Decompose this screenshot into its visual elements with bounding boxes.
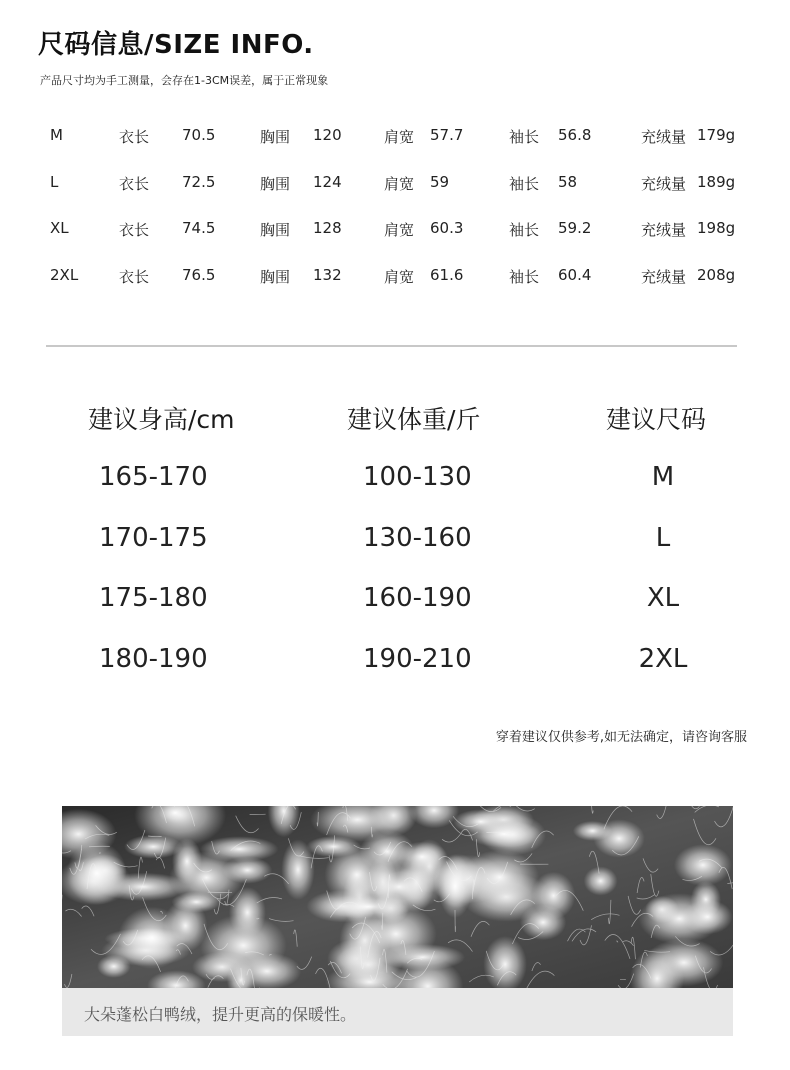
fill-value: 189g — [697, 172, 736, 191]
recommended-size: L — [655, 523, 671, 553]
shoulder-value: 59 — [430, 172, 450, 191]
shoulder-value: 61.6 — [430, 265, 464, 284]
section-divider — [46, 345, 737, 347]
sleeve-label: 袖长 — [509, 221, 540, 239]
recommended-size: XL — [646, 583, 680, 613]
sleeve-value: 60.4 — [558, 265, 592, 284]
chest-label: 胸围 — [260, 174, 291, 193]
chest-value: 132 — [313, 265, 342, 284]
height-range: 165-170 — [99, 462, 208, 492]
shoulder-value: 57.7 — [430, 126, 464, 144]
down-feather-photo — [62, 806, 733, 988]
size-label: M — [50, 126, 63, 144]
recommend-row — [0, 583, 790, 623]
size-label: XL — [50, 219, 69, 237]
fill-label: 充绒量 — [641, 128, 687, 146]
sleeve-label: 袖长 — [509, 267, 540, 286]
sleeve-value: 56.8 — [558, 126, 592, 144]
size-row-2xl — [0, 260, 790, 307]
shoulder-value: 60.3 — [430, 219, 464, 237]
caption-bar — [62, 988, 733, 1036]
recommend-row — [0, 462, 790, 502]
weight-range: 160-190 — [363, 583, 472, 613]
weight-range: 100-130 — [363, 462, 472, 492]
fill-value: 198g — [697, 219, 736, 237]
fill-value: 208g — [697, 265, 736, 284]
fill-value: 179g — [697, 126, 736, 144]
size-label: 2XL — [50, 265, 79, 284]
shoulder-label: 肩宽 — [384, 174, 415, 193]
header-height: 建议身高/cm — [88, 405, 235, 434]
sleeve-label: 袖长 — [509, 174, 540, 193]
size-chart-table — [0, 120, 790, 306]
chest-value: 120 — [313, 126, 342, 144]
measurement-disclaimer: 产品尺寸均为手工测量，会存在1-3CM误差，属于正常现象 — [40, 74, 329, 87]
sleeve-value: 58 — [558, 172, 578, 191]
shoulder-label: 肩宽 — [384, 267, 415, 286]
recommended-size: M — [651, 462, 675, 492]
length-value: 70.5 — [182, 126, 216, 144]
length-label: 衣长 — [119, 221, 150, 239]
size-row-m — [0, 120, 790, 167]
chest-label: 胸围 — [260, 128, 291, 146]
fill-label: 充绒量 — [641, 174, 687, 193]
fill-label: 充绒量 — [641, 267, 687, 286]
size-row-xl — [0, 213, 790, 260]
shoulder-label: 肩宽 — [384, 221, 415, 239]
chest-value: 128 — [313, 219, 342, 237]
shoulder-label: 肩宽 — [384, 128, 415, 146]
weight-range: 190-210 — [363, 644, 472, 674]
fill-label: 充绒量 — [641, 221, 687, 239]
height-range: 175-180 — [99, 583, 208, 613]
recommended-size: 2XL — [638, 644, 688, 674]
height-range: 180-190 — [99, 644, 208, 674]
length-label: 衣长 — [119, 174, 150, 193]
header-size: 建议尺码 — [606, 405, 707, 434]
size-row-l — [0, 167, 790, 214]
height-range: 170-175 — [99, 523, 208, 553]
header-weight: 建议体重/斤 — [347, 405, 481, 434]
down-feather-image — [62, 806, 733, 988]
sleeve-label: 袖长 — [509, 128, 540, 146]
length-label: 衣长 — [119, 267, 150, 286]
length-value: 76.5 — [182, 265, 216, 284]
chest-label: 胸围 — [260, 221, 291, 239]
recommend-row — [0, 523, 790, 563]
fit-advice-note: 穿着建议仅供参考,如无法确定，请咨询客服 — [495, 730, 747, 745]
page-title: 尺码信息/SIZE INFO. — [38, 30, 314, 60]
chest-label: 胸围 — [260, 267, 291, 286]
length-label: 衣长 — [119, 128, 150, 146]
weight-range: 130-160 — [363, 523, 472, 553]
recommend-row — [0, 644, 790, 684]
feature-caption: 大朵蓬松白鸭绒，提升更高的保暖性。 — [84, 1005, 357, 1024]
sleeve-value: 59.2 — [558, 219, 592, 237]
chest-value: 124 — [313, 172, 342, 191]
length-value: 72.5 — [182, 172, 216, 191]
size-label: L — [50, 172, 59, 191]
length-value: 74.5 — [182, 219, 216, 237]
